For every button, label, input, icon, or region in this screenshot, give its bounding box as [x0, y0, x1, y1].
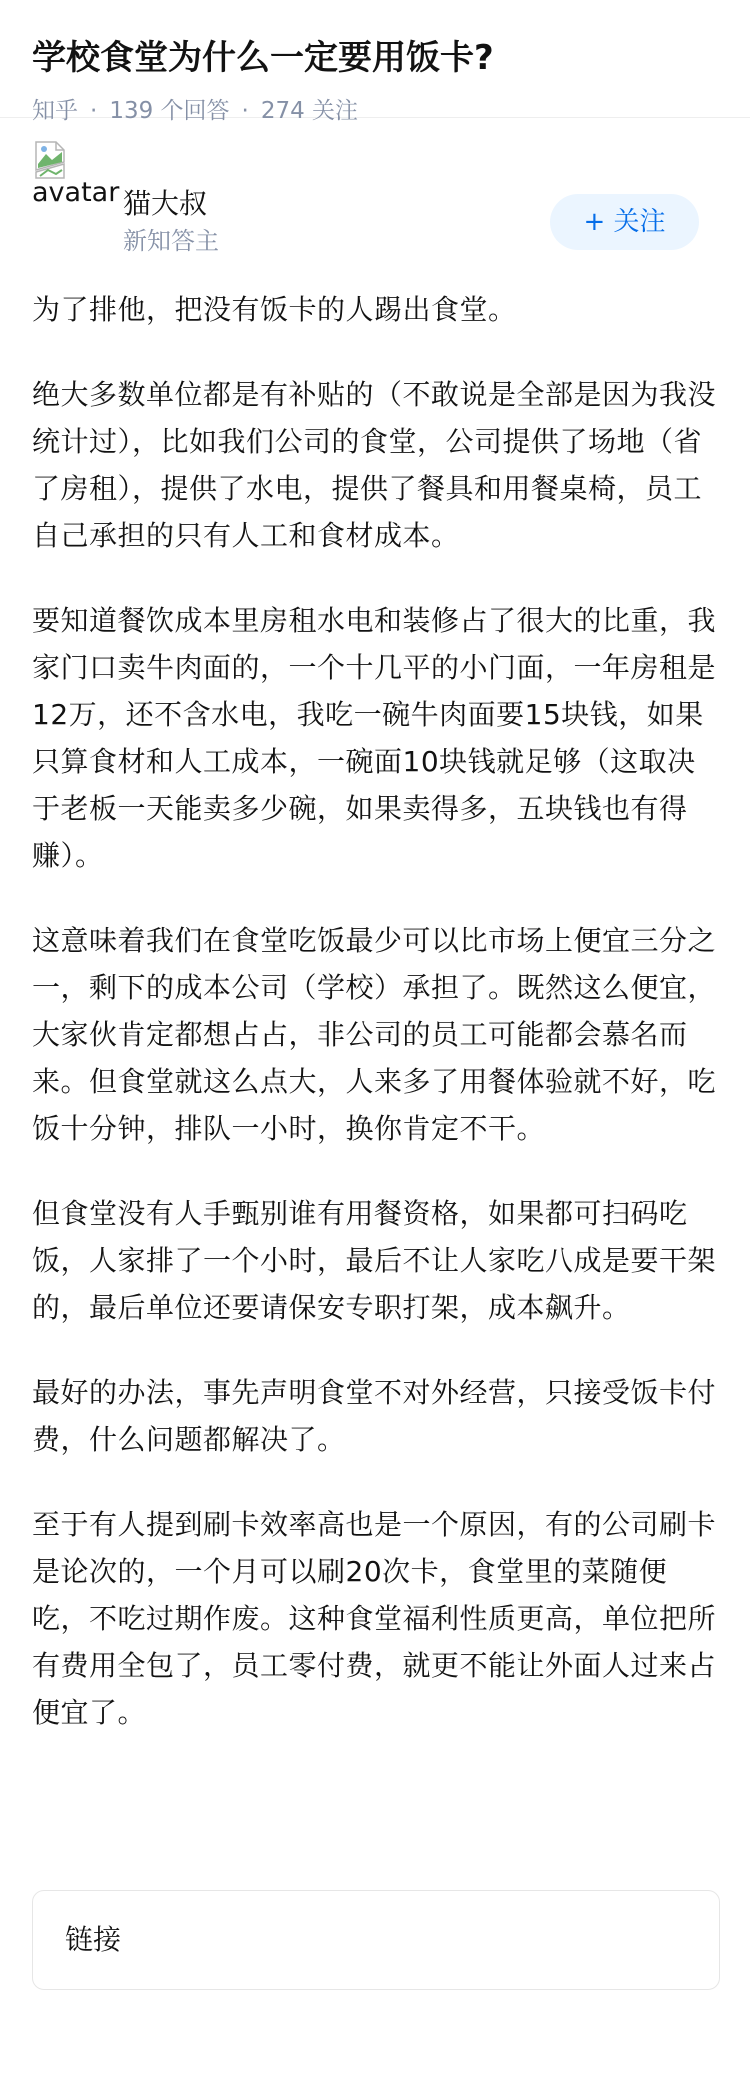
avatar-alt-text: avatar: [32, 177, 120, 208]
author-badge: 新知答主: [123, 227, 219, 255]
answer-paragraph: 最好的办法，事先声明食堂不对外经营，只接受饭卡付费，什么问题都解决了。: [32, 1376, 717, 1456]
answer-paragraph: 但食堂没有人手甄别谁有用餐资格，如果都可扫码吃饭，人家排了一个小时，最后不让人家吃八成是要干架的，最后单位还要请保安专职打架，成本飙升。: [32, 1197, 717, 1324]
meta-separator: ·: [241, 98, 249, 124]
answers-count[interactable]: 139 个回答: [109, 98, 230, 124]
answer-paragraph: 至于有人提到刷卡效率高也是一个原因，有的公司刷卡是论次的，一个月可以刷20次卡，食堂里的菜随便吃，不吃过期作废。这种食堂福利性质更高，单位把所有费用全包了，员工零付费，就更不能让外面人过来占便宜了。: [32, 1508, 717, 1729]
answer-content: [32, 286, 722, 1774]
link-card[interactable]: [32, 1890, 720, 1990]
question-title[interactable]: 学校食堂为什么一定要用饭卡?: [32, 38, 494, 78]
answer-paragraph: 绝大多数单位都是有补贴的（不敢说是全部是因为我没统计过），比如我们公司的食堂，公司提供了场地（省了房租），提供了水电，提供了餐具和用餐桌椅，员工自己承担的只有人工和食材成本。: [32, 378, 717, 552]
followers-count[interactable]: 274 关注: [260, 98, 359, 124]
source-label[interactable]: 知乎: [32, 98, 78, 124]
answer-paragraph: 这意味着我们在食堂吃饭最少可以比市场上便宜三分之一，剩下的成本公司（学校）承担了。既然这么便宜，大家伙肯定都想占占，非公司的员工可能都会慕名而来。但食堂就这么点大，人来多了用餐体验就不好，吃饭十分钟，排队一小时，换你肯定不干。: [32, 924, 717, 1145]
answer-paragraph: 为了排他，把没有饭卡的人踢出食堂。: [32, 293, 517, 326]
link-card-label: 链接: [65, 1923, 122, 1956]
avatar[interactable]: [32, 140, 120, 208]
meta-separator: ·: [90, 98, 98, 124]
question-header: [0, 0, 750, 124]
author-name[interactable]: 猫大叔: [123, 187, 208, 220]
follow-button[interactable]: + 关注: [550, 194, 699, 250]
answer-paragraph: 要知道餐饮成本里房租水电和装修占了很大的比重，我家门口卖牛肉面的，一个十几平的小门面，一年房租是12万，还不含水电，我吃一碗牛肉面要15块钱，如果只算食材和人工成本，一碗面10块钱就足够（这取决于老板一天能卖多少碗，如果卖得多，五块钱也有得赚）。: [32, 604, 717, 872]
broken-image-icon: [32, 140, 68, 180]
question-meta: [32, 96, 718, 126]
